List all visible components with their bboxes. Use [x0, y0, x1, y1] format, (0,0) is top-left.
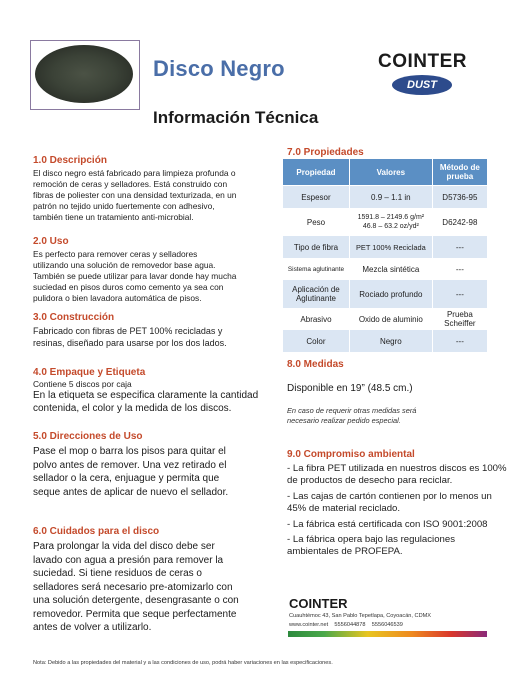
table-cell: Mezcla sintética — [349, 258, 432, 280]
text-line: de productos de desecho para reciclar. — [287, 475, 453, 487]
section-title: 4.0 Empaque y Etiqueta — [33, 367, 146, 378]
table-row — [283, 330, 488, 352]
text-line: una solución detergente, desengrasante o con — [33, 595, 239, 606]
table-cell: --- — [432, 330, 487, 352]
cell-line: 46.8 – 63.2 oz/yd² — [362, 223, 419, 230]
text-line: suciedad en pisos duros como cemento ya sea con — [33, 281, 224, 292]
table-row — [283, 308, 488, 330]
text-line: sellador o la cera, enjuague y permita que — [33, 473, 220, 484]
text-line: resinas, diseñado para usarse por los dos lados. — [33, 338, 227, 348]
section-descripcion — [33, 155, 260, 223]
table-cell: Peso — [283, 208, 350, 236]
footer-address: Cuauhtémoc 43, San Pablo Tepetlapa, Coyoacán, CDMX — [289, 613, 432, 619]
text-line: contenida, el color y la medida de los discos. — [33, 402, 232, 414]
table-cell: D5736-95 — [432, 186, 487, 209]
text-line: - La fábrica está certificada con ISO 9001:2008 — [287, 518, 488, 530]
table-row — [283, 186, 488, 209]
table-row — [283, 258, 488, 280]
list-item — [287, 519, 507, 531]
text-line: también tiene un tratamiento anti-microbial. — [33, 211, 194, 222]
section-cuidados — [33, 526, 260, 635]
properties-table — [282, 158, 488, 352]
section-note — [287, 406, 497, 427]
section-direcciones — [33, 431, 260, 499]
table-cell: --- — [432, 258, 487, 280]
brand-logo — [378, 52, 474, 95]
section-medidas — [287, 359, 497, 427]
table-cell — [349, 208, 432, 236]
section-body — [33, 540, 260, 635]
table-cell: Sistema aglutinante — [283, 258, 350, 280]
table-cell: Prueba Scheiffer — [432, 308, 487, 330]
section-title: 6.0 Cuidados para el disco — [33, 526, 160, 537]
table-cell: Aplicación de Aglutinante — [283, 280, 350, 308]
table-cell: Tipo de fibra — [283, 236, 350, 258]
text-line: Es perfecto para remover ceras y selladores — [33, 249, 198, 259]
footer-color-bar — [288, 631, 487, 637]
section-title: 2.0 Uso — [33, 236, 69, 247]
text-line: También se puede utilizar para lavar donde hay mucha — [33, 270, 237, 281]
text-line: pulidora o bien lavadora automática de pisos. — [33, 292, 202, 303]
text-line: Fabricado con fibras de PET 100% recicladas y — [33, 326, 223, 336]
table-row — [283, 208, 488, 236]
footer-note: Nota: Debido a las propiedades del material y a las condiciones de uso, podrá haber variaciones en las especificaciones. — [33, 660, 333, 666]
text-line: utilizando una solución de removedor base agua. — [33, 259, 216, 270]
footer-logo: COINTER — [289, 596, 348, 611]
section-compromiso — [287, 449, 507, 559]
text-line: remoción de ceras y selladores. Está construido con — [33, 178, 228, 189]
text-line: patrón no tejido unido fuertemente con adhesivo, — [33, 200, 215, 211]
page-title: Disco Negro — [153, 56, 285, 81]
section-title: 5.0 Direcciones de Uso — [33, 431, 143, 442]
text-line: selladores será necesario pre-atomizarlo con — [33, 581, 233, 593]
table-cell: --- — [432, 280, 487, 308]
text-line: necesario realizar pedido especial. — [287, 416, 401, 426]
table-header-row — [283, 159, 488, 186]
product-image — [30, 40, 140, 110]
text-line: ambientales de PROFEPA. — [287, 546, 403, 558]
text-line: Para prolongar la vida del disco debe ser — [33, 541, 215, 552]
footer-phone: 5556046539 — [371, 621, 403, 628]
table-cell: Negro — [349, 330, 432, 352]
text-line: lavado con agua a presión para remover la — [33, 554, 224, 566]
list-item — [287, 491, 507, 516]
text-line: removedor. Permita que seque perfectamente — [33, 608, 237, 620]
list-item — [287, 534, 507, 559]
text-line: En caso de requerir otras medidas será — [287, 405, 417, 415]
list-item — [287, 463, 507, 488]
column-header: Propiedad — [283, 159, 350, 186]
text-line: antes de volver a utilizarlo. — [33, 622, 152, 633]
table-cell: Color — [283, 330, 350, 352]
section-title: 1.0 Descripción — [33, 155, 107, 166]
footer-phone: 5556044878 — [334, 621, 366, 628]
text-line: fibras de poliester con una densidad texturizada, en un — [33, 189, 237, 200]
section-body — [33, 249, 260, 304]
table-cell: Abrasivo — [283, 308, 350, 330]
table-row — [283, 280, 488, 308]
section-body — [33, 168, 260, 223]
text-line: 45% de material reciclado. — [287, 503, 401, 515]
text-line: seque antes de aplicar de nuevo el sellador. — [33, 486, 229, 498]
section-title-propiedades: 7.0 Propiedades — [287, 147, 364, 158]
section-construccion — [33, 312, 260, 349]
footer-web: www.cointer.net — [289, 621, 329, 628]
logo-wordmark: COINTER — [378, 51, 467, 72]
section-title: 9.0 Compromiso ambiental — [287, 449, 415, 460]
section-body — [33, 445, 260, 499]
table-row — [283, 236, 488, 258]
black-disc-image — [35, 45, 133, 103]
section-body — [33, 390, 260, 415]
section-body — [33, 325, 260, 349]
section-title: 8.0 Medidas — [287, 359, 344, 370]
text-line: En la etiqueta se especifica claramente la cantidad — [33, 389, 259, 401]
table-cell: D6242-98 — [432, 208, 487, 236]
table-cell: Rociado profundo — [349, 280, 432, 308]
section-small: Contiene 5 discos por caja — [33, 379, 132, 389]
text-line: - La fibra PET utilizada en nuestros discos es 100% — [287, 463, 507, 474]
footer-address-block — [289, 612, 431, 629]
page-subtitle: Información Técnica — [153, 108, 319, 127]
table-cell: 0.9 – 1.1 in — [349, 186, 432, 209]
column-header: Valores — [349, 159, 432, 186]
text-line: polvo antes de remover. Una vez retirado el — [33, 459, 227, 471]
section-empaque — [33, 367, 260, 415]
table-cell: --- — [432, 236, 487, 258]
section-body: Disponible en 19” (48.5 cm.) — [287, 383, 413, 394]
section-uso — [33, 236, 260, 304]
footer-contact — [289, 621, 431, 630]
table-cell: Espesor — [283, 186, 350, 209]
table-cell: PET 100% Reciclada — [349, 236, 432, 258]
cell-line: 1591.8 – 2149.6 g/m² — [357, 214, 425, 221]
dust-badge: DUST — [392, 75, 452, 95]
text-line: - Las cajas de cartón contienen por lo menos un — [287, 490, 492, 502]
text-line: El disco negro está fabricado para limpieza profunda o — [33, 168, 236, 178]
section-body — [287, 463, 507, 559]
text-line: - La fábrica opera bajo las regulaciones — [287, 534, 455, 546]
column-header: Método de prueba — [432, 159, 487, 186]
text-line: Pase el mop o barra los pisos para quitar el — [33, 446, 226, 457]
section-title: 3.0 Construcción — [33, 312, 115, 323]
text-line: suciedad. Si tiene residuos de ceras o — [33, 568, 202, 579]
table-cell: Oxido de aluminio — [349, 308, 432, 330]
